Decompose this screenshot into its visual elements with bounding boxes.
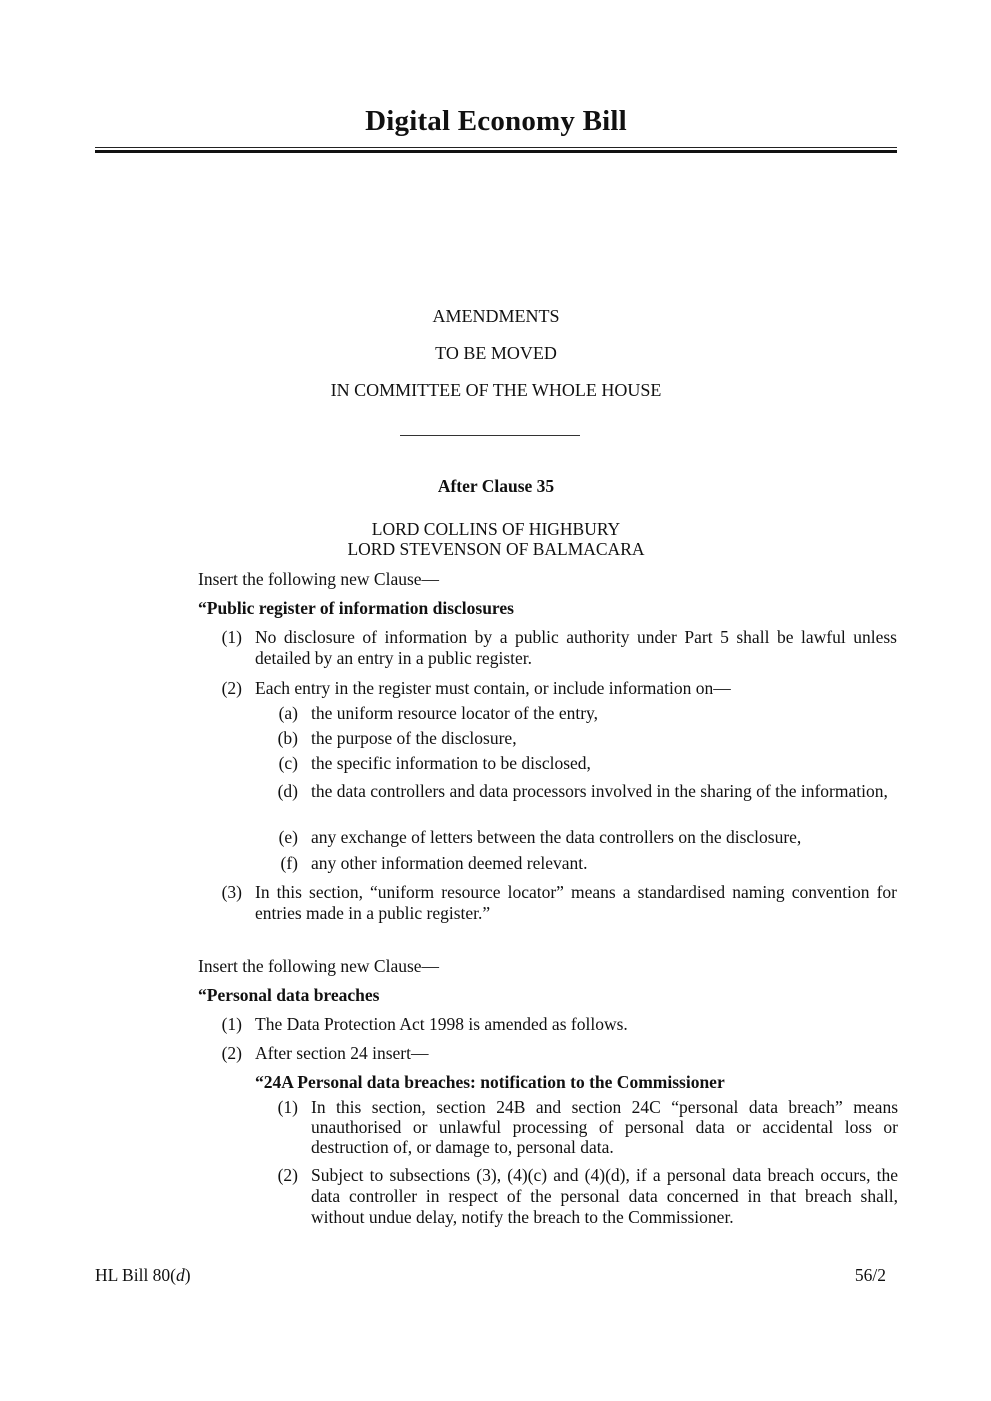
amendment1-subsection-1 xyxy=(198,627,898,669)
page-reference: 56/2 xyxy=(854,1265,886,1285)
item-text: the uniform resource locator of the entry, xyxy=(311,703,599,723)
amendment1-item-e xyxy=(198,827,898,848)
amendment1-item-a xyxy=(198,703,898,724)
item-number: (b) xyxy=(277,728,298,748)
subsection-text: In this section, section 24B and section 24C “personal data breach” means unauthorised or unlawful processing of personal data or accidental loss or destruction of, or damage to, personal data. xyxy=(311,1097,898,1157)
subsection-number: (3) xyxy=(221,882,242,902)
sponsor-2: LORD STEVENSON OF BALMACARA xyxy=(347,539,645,559)
item-number: (c) xyxy=(278,753,298,773)
amendment1-item-d xyxy=(198,781,898,802)
section-label: After Clause 35 xyxy=(437,476,555,496)
inserted-subsection-2 xyxy=(198,1165,898,1228)
subsection-number: (1) xyxy=(221,627,242,647)
item-number: (d) xyxy=(277,781,298,801)
amendment1-item-b xyxy=(198,728,898,749)
heading-to-be-moved: TO BE MOVED xyxy=(435,343,557,363)
item-text: the data controllers and data processors involved in the sharing of the information, xyxy=(311,781,888,801)
amendment1-intro: Insert the following new Clause— xyxy=(198,569,440,589)
bill-reference-prefix: HL Bill 80( xyxy=(95,1265,177,1285)
subsection-number: (1) xyxy=(221,1014,242,1034)
item-number: (a) xyxy=(278,703,298,723)
subsection-text: In this section, “uniform resource locator” means a standardised naming convention for entries made in a public register.” xyxy=(255,882,897,923)
section-divider xyxy=(400,435,580,436)
amendment1-title: “Public register of information disclosures xyxy=(198,598,514,618)
amendment1-item-f xyxy=(198,853,898,874)
subsection-text: No disclosure of information by a public authority under Part 5 shall be lawful unless detailed by an entry in a public register. xyxy=(255,627,897,668)
subsection-number: (1) xyxy=(277,1097,298,1117)
item-text: any other information deemed relevant. xyxy=(311,853,588,873)
heading-committee: IN COMMITTEE OF THE WHOLE HOUSE xyxy=(330,380,662,400)
amendment1-subsection-3 xyxy=(198,882,898,924)
subsection-number: (2) xyxy=(221,678,242,698)
amendment1-subsection-2 xyxy=(198,678,898,699)
amendment2-title: “Personal data breaches xyxy=(198,985,380,1005)
amendment2-subsection-1 xyxy=(198,1014,898,1035)
item-text: the specific information to be disclosed, xyxy=(311,753,591,773)
item-number: (e) xyxy=(278,827,298,847)
bill-reference xyxy=(95,1265,191,1286)
amendment2-subsection-2 xyxy=(198,1043,898,1064)
amendment2-intro: Insert the following new Clause— xyxy=(198,956,440,976)
sponsor-1: LORD COLLINS OF HIGHBURY xyxy=(371,519,621,539)
subsection-number: (2) xyxy=(277,1165,298,1185)
item-text: any exchange of letters between the data controllers on the disclosure, xyxy=(311,827,802,847)
amendment1-item-c xyxy=(198,753,898,774)
subsection-text: Subject to subsections (3), (4)(c) and (4)(d), if a personal data breach occurs, the data controller in respect of the personal data concerned in that breach shall, without undue delay, notify the breach to the Commissioner. xyxy=(311,1165,898,1227)
title-rule-thin xyxy=(95,147,897,148)
heading-amendments: AMENDMENTS xyxy=(432,306,560,326)
bill-reference-suffix: ) xyxy=(184,1265,191,1285)
title-rule-thick xyxy=(95,150,897,153)
inserted-subsection-1 xyxy=(198,1097,898,1157)
bill-reference-letter: d xyxy=(176,1265,185,1285)
bill-title: Digital Economy Bill xyxy=(365,105,627,137)
item-number: (f) xyxy=(280,853,298,873)
subsection-text: After section 24 insert— xyxy=(255,1043,429,1063)
subsection-number: (2) xyxy=(221,1043,242,1063)
subsection-text: The Data Protection Act 1998 is amended as follows. xyxy=(255,1014,628,1034)
item-text: the purpose of the disclosure, xyxy=(311,728,517,748)
subsection-text: Each entry in the register must contain, or include information on— xyxy=(255,678,731,698)
inserted-section-title: “24A Personal data breaches: notification to the Commissioner xyxy=(255,1072,725,1092)
